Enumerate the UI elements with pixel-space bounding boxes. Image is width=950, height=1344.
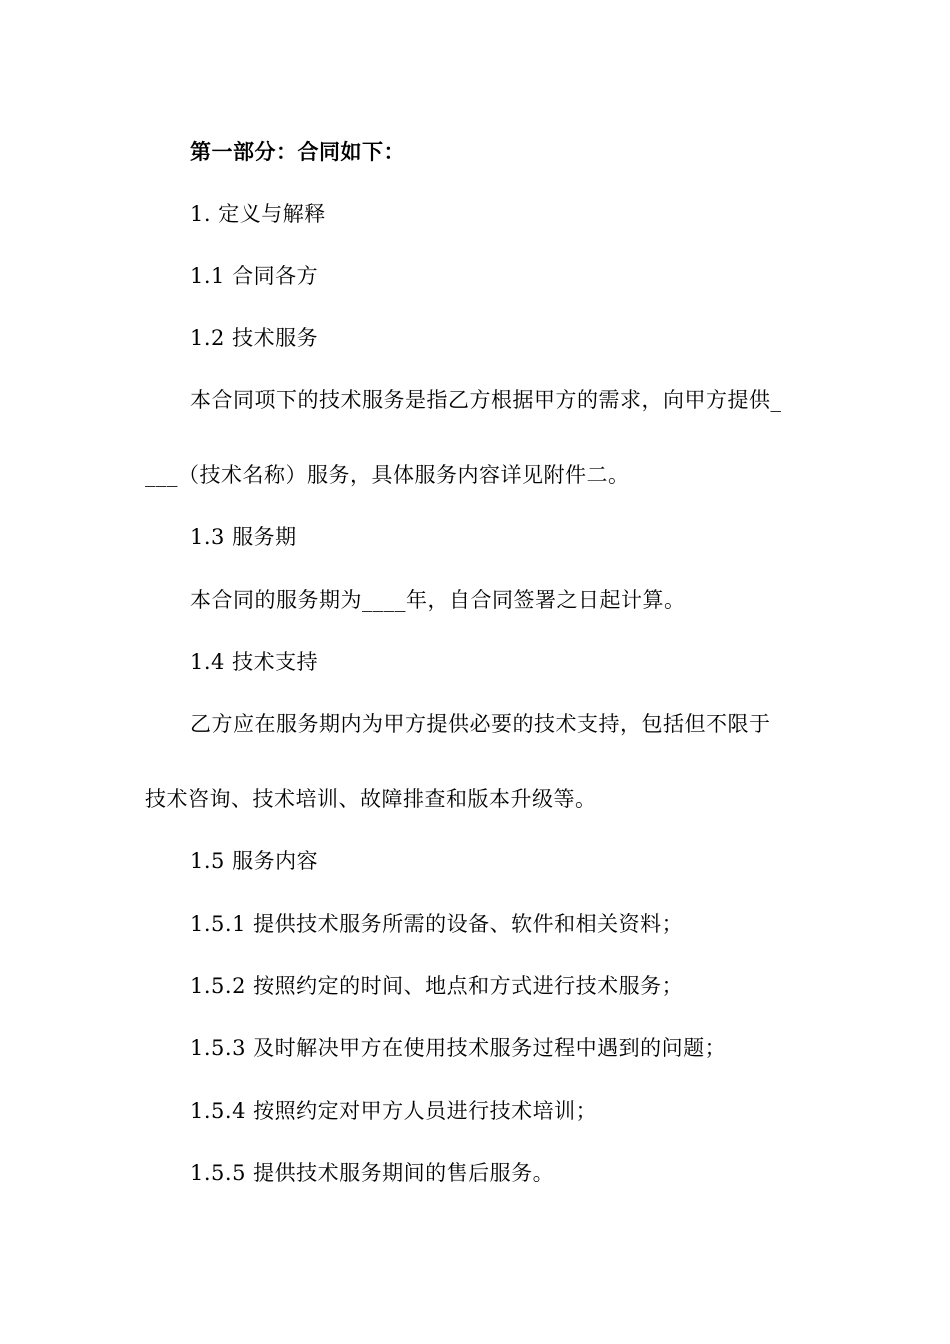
section-1-2-heading: 1.2 技术服务 [190,326,319,350]
list-item-1-5-2: 1.5.2 按照约定的时间、地点和方式进行技术服务； [190,974,684,998]
paragraph-1-2-line-1: 本合同项下的技术服务是指乙方根据甲方的需求，向甲方提供_ [190,388,782,412]
part-title: 第一部分：合同如下： [190,139,405,164]
list-item-1-5-5: 1.5.5 提供技术服务期间的售后服务。 [190,1161,555,1185]
section-1-1-heading: 1.1 合同各方 [190,264,319,288]
section-1-5-heading: 1.5 服务内容 [190,849,319,873]
list-item-1-5-4: 1.5.4 按照约定对甲方人员进行技术培训； [190,1099,598,1123]
paragraph-1-4-line-2: 技术咨询、技术培训、故障排查和版本升级等。 [145,787,597,811]
paragraph-1-2-line-2: ___（技术名称）服务，具体服务内容详见附件二。 [145,463,630,487]
section-1-3-heading: 1.3 服务期 [190,525,297,549]
list-item-1-5-3: 1.5.3 及时解决甲方在使用技术服务过程中遇到的问题； [190,1036,727,1060]
list-item-1-5-1: 1.5.1 提供技术服务所需的设备、软件和相关资料； [190,912,684,936]
paragraph-1-4-line-1: 乙方应在服务期内为甲方提供必要的技术支持，包括但不限于 [190,712,771,736]
section-1-heading: 1. 定义与解释 [190,202,326,226]
paragraph-1-3: 本合同的服务期为____年，自合同签署之日起计算。 [190,588,686,612]
section-1-4-heading: 1.4 技术支持 [190,650,319,674]
